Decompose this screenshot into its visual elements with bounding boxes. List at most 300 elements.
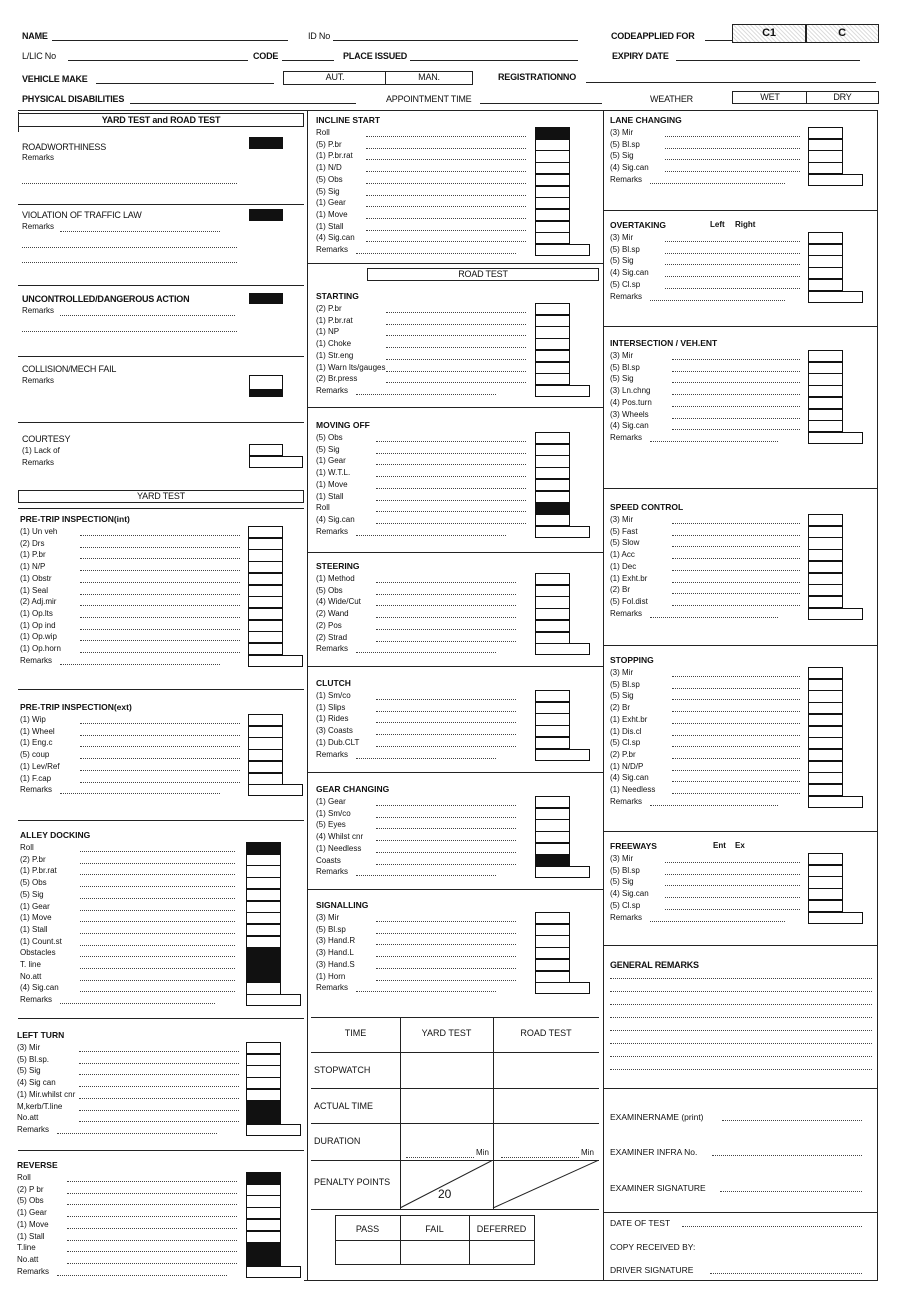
starting-leader — [386, 335, 526, 336]
vehicle-make-field[interactable] — [96, 83, 274, 84]
alley-score-box[interactable] — [246, 924, 281, 936]
stopping-leader — [672, 711, 800, 712]
reverse-score-box[interactable] — [246, 1172, 281, 1184]
stopping-item: (3) Mir — [610, 668, 634, 677]
pretrip-ext-total-box[interactable] — [248, 784, 303, 796]
pretrip-ext-leader — [80, 770, 240, 771]
steering-score-box[interactable] — [535, 585, 570, 597]
freeways-total-box[interactable] — [808, 912, 863, 924]
general-remarks-line[interactable] — [610, 991, 872, 992]
alley-leader — [80, 991, 235, 992]
lane-score-box[interactable] — [808, 162, 843, 174]
id-no-field[interactable] — [333, 40, 578, 41]
tt-row-2 — [311, 1088, 599, 1089]
gear-score-box[interactable] — [535, 855, 570, 867]
movingoff-score-box[interactable] — [535, 432, 570, 444]
section-rule — [308, 263, 603, 264]
pretrip-int-item: (2) Drs — [20, 538, 45, 548]
incline-item: (4) Sig.can — [316, 233, 355, 243]
incline-score-box[interactable] — [535, 139, 570, 151]
tt-row-1 — [311, 1052, 599, 1053]
gear-item: (1) Sm/co — [316, 808, 351, 818]
physical-disabilities-label: PHYSICAL DISABILITIES — [22, 94, 125, 104]
intersection-score-box[interactable] — [808, 420, 843, 432]
leftturn-score-box[interactable] — [246, 1077, 281, 1089]
signal-score-box[interactable] — [535, 959, 570, 971]
lane-score-box[interactable] — [808, 150, 843, 162]
movingoff-score-box[interactable] — [535, 479, 570, 491]
clutch-score-box[interactable] — [535, 725, 570, 737]
reverse-score-box[interactable] — [246, 1254, 281, 1266]
movingoff-score-box[interactable] — [535, 455, 570, 467]
general-remarks-line[interactable] — [610, 1056, 872, 1057]
general-remarks-line[interactable] — [610, 978, 872, 979]
pretrip-int-score-box[interactable] — [248, 526, 283, 538]
freeway-ent-label: Ent — [713, 841, 726, 850]
lane-leader — [665, 159, 800, 160]
steering-remarks: Remarks — [316, 644, 349, 654]
movingoff-item: (1) Gear — [316, 456, 346, 466]
pretrip-int-score-box[interactable] — [248, 538, 283, 550]
leftturn-score-box[interactable] — [246, 1089, 281, 1101]
alley-score-box[interactable] — [246, 854, 281, 866]
examiner-signature-field[interactable] — [720, 1191, 862, 1192]
speed-score-box[interactable] — [808, 537, 843, 549]
reverse-item: T.line — [17, 1243, 36, 1253]
code-c-text: C — [838, 27, 846, 39]
stopping-title: STOPPING — [610, 655, 654, 665]
moving-off-section — [316, 420, 601, 545]
incline-score-box[interactable] — [535, 197, 570, 209]
uncontrolled-remarks: Remarks — [22, 306, 55, 315]
date-of-test-field[interactable] — [682, 1226, 862, 1227]
speed-score-box[interactable] — [808, 549, 843, 561]
pretrip-int-score-box[interactable] — [248, 620, 283, 632]
clutch-score-box[interactable] — [535, 702, 570, 714]
alley-item: (1) Count.st — [20, 936, 62, 946]
intersection-title: INTERSECTION / VEH.ENT — [610, 338, 718, 348]
speed-score-box[interactable] — [808, 514, 843, 526]
freeways-score-box[interactable] — [808, 900, 843, 912]
freeways-leader — [665, 897, 800, 898]
stopping-score-box[interactable] — [808, 702, 843, 714]
pretrip-int-score-box[interactable] — [248, 549, 283, 561]
general-remarks-line[interactable] — [610, 1004, 872, 1005]
overtaking-leader — [665, 264, 800, 265]
leftturn-title: LEFT TURN — [17, 1030, 65, 1040]
starting-score-box[interactable] — [535, 373, 570, 385]
uncontrolled-dots-2 — [22, 331, 237, 332]
clutch-score-box[interactable] — [535, 737, 570, 749]
pretrip-ext-score-box[interactable] — [248, 761, 283, 773]
movingoff-remarks-dots — [356, 535, 506, 536]
speed-total-box[interactable] — [808, 608, 863, 620]
leftturn-leader — [79, 1121, 239, 1122]
incline-item: (5) Obs — [316, 174, 343, 184]
stopping-score-box[interactable] — [808, 784, 843, 796]
reverse-score-box[interactable] — [246, 1231, 281, 1243]
reverse-score-box[interactable] — [246, 1242, 281, 1254]
reverse-score-box[interactable] — [246, 1219, 281, 1231]
leftturn-leader — [79, 1098, 239, 1099]
general-remarks-line[interactable] — [610, 1017, 872, 1018]
courtesy-box[interactable] — [249, 444, 283, 456]
intersection-item: (5) Bl.sp — [610, 362, 640, 372]
steering-title: STEERING — [316, 561, 360, 571]
starting-score-box[interactable] — [535, 338, 570, 350]
incline-score-box[interactable] — [535, 127, 570, 139]
speed-score-box[interactable] — [808, 584, 843, 596]
stopping-score-box[interactable] — [808, 749, 843, 761]
steering-total-box[interactable] — [535, 643, 590, 655]
lane-score-box[interactable] — [808, 127, 843, 139]
code-applied-field[interactable] — [705, 40, 732, 41]
reverse-remarks: Remarks — [17, 1266, 50, 1276]
driver-signature-field[interactable] — [710, 1273, 862, 1274]
signal-score-box[interactable] — [535, 912, 570, 924]
physical-disabilities-field[interactable] — [130, 103, 356, 104]
stopping-score-box[interactable] — [808, 690, 843, 702]
speed-score-box[interactable] — [808, 596, 843, 608]
fail-checkbox[interactable] — [401, 1241, 468, 1263]
intersection-leader — [672, 394, 800, 395]
alley-score-box[interactable] — [246, 947, 281, 959]
pretrip-ext-score-box[interactable] — [248, 737, 283, 749]
right-border — [877, 110, 878, 1280]
freeways-score-box[interactable] — [808, 865, 843, 877]
speed-score-box[interactable] — [808, 526, 843, 538]
starting-score-box[interactable] — [535, 315, 570, 327]
leftturn-total-box[interactable] — [246, 1124, 301, 1136]
freeways-item: (5) Sig — [610, 877, 634, 887]
roadworthiness-box[interactable] — [249, 137, 283, 149]
movingoff-title: MOVING OFF — [316, 420, 370, 430]
intersection-total-box[interactable] — [808, 432, 863, 444]
freeways-score-box[interactable] — [808, 876, 843, 888]
starting-score-box[interactable] — [535, 326, 570, 338]
name-label: NAME — [22, 31, 48, 41]
stopping-remarks: Remarks — [610, 796, 643, 806]
stopping-leader — [672, 676, 800, 677]
incline-item: (1) Move — [316, 209, 348, 219]
section-rule — [308, 772, 603, 773]
movingoff-total-box[interactable] — [535, 526, 590, 538]
signal-score-box[interactable] — [535, 924, 570, 936]
alley-score-box[interactable] — [246, 877, 281, 889]
intersection-score-box[interactable] — [808, 397, 843, 409]
incline-score-box[interactable] — [535, 150, 570, 162]
leftturn-score-box[interactable] — [246, 1101, 281, 1113]
clutch-total-box[interactable] — [535, 749, 590, 761]
overtaking-score-box[interactable] — [808, 279, 843, 291]
section-rule — [18, 1150, 304, 1151]
steering-score-box[interactable] — [535, 632, 570, 644]
steering-score-box[interactable] — [535, 608, 570, 620]
alley-score-box[interactable] — [246, 982, 281, 994]
pretrip-int-score-box[interactable] — [248, 631, 283, 643]
steering-score-box[interactable] — [535, 573, 570, 585]
appointment-time-field[interactable] — [480, 103, 602, 104]
place-issued-label: PLACE ISSUED — [343, 51, 408, 61]
stopping-score-box[interactable] — [808, 667, 843, 679]
pretrip-ext-score-box[interactable] — [248, 749, 283, 761]
uncontrolled-box[interactable] — [249, 293, 283, 304]
freeways-section — [610, 841, 872, 931]
steering-leader — [376, 594, 516, 595]
stopping-item: (5) Bl.sp — [610, 679, 640, 689]
alley-score-box[interactable] — [246, 959, 281, 971]
pretrip-ext-score-box[interactable] — [248, 773, 283, 785]
starting-score-box[interactable] — [535, 362, 570, 374]
gear-total-box[interactable] — [535, 866, 590, 878]
incline-score-box[interactable] — [535, 232, 570, 244]
section-rule — [18, 508, 304, 509]
overtaking-leader — [665, 276, 800, 277]
reverse-score-box[interactable] — [246, 1184, 281, 1196]
intersection-score-box[interactable] — [808, 350, 843, 362]
code-field[interactable] — [282, 60, 334, 61]
pretrip-ext-title: PRE-TRIP INSPECTION(ext) — [20, 702, 132, 712]
starting-leader — [386, 359, 526, 360]
starting-total-box[interactable] — [535, 385, 590, 397]
alley-score-box[interactable] — [246, 901, 281, 913]
pretrip-int-total-box[interactable] — [248, 655, 303, 667]
stopping-total-box[interactable] — [808, 796, 863, 808]
alley-score-box[interactable] — [246, 912, 281, 924]
lane-total-box[interactable] — [808, 174, 863, 186]
alley-score-box[interactable] — [246, 889, 281, 901]
alley-item: Obstacles — [20, 948, 56, 958]
freeways-score-box[interactable] — [808, 853, 843, 865]
overtaking-left-label: Left — [710, 220, 725, 229]
stopping-leader — [672, 746, 800, 747]
general-remarks-line[interactable] — [610, 1043, 872, 1044]
overtaking-leader — [665, 241, 800, 242]
movingoff-score-box[interactable] — [535, 444, 570, 456]
violation-dots-2 — [22, 247, 237, 248]
alley-score-box[interactable] — [246, 865, 281, 877]
deferred-checkbox[interactable] — [470, 1241, 533, 1263]
stopping-score-box[interactable] — [808, 761, 843, 773]
pass-checkbox[interactable] — [336, 1241, 399, 1263]
stopping-score-box[interactable] — [808, 726, 843, 738]
rw-rule — [18, 204, 304, 205]
incline-score-box[interactable] — [535, 209, 570, 221]
stopping-item: (2) Br — [610, 703, 630, 713]
reverse-score-box[interactable] — [246, 1207, 281, 1219]
examiner-name-field[interactable] — [722, 1120, 862, 1121]
pretrip-int-score-box[interactable] — [248, 573, 283, 585]
intersection-score-box[interactable] — [808, 409, 843, 421]
movingoff-score-box[interactable] — [535, 502, 570, 514]
stopping-remarks-dots — [650, 805, 778, 806]
signal-leader — [376, 944, 516, 945]
incline-item: (5) P.br — [316, 139, 342, 149]
gear-score-box[interactable] — [535, 808, 570, 820]
courtesy-label: COURTESY — [22, 434, 71, 444]
collision-box[interactable] — [249, 375, 283, 397]
pretrip-ext-score-box[interactable] — [248, 714, 283, 726]
intersection-item: (3) Mir — [610, 351, 634, 360]
fail-label: FAIL — [425, 1224, 444, 1234]
overtaking-score-box[interactable] — [808, 255, 843, 267]
incline-leader — [366, 195, 526, 196]
alley-total-box[interactable] — [246, 994, 301, 1006]
steering-score-box[interactable] — [535, 620, 570, 632]
clutch-score-box[interactable] — [535, 713, 570, 725]
stopping-score-box[interactable] — [808, 679, 843, 691]
leftturn-score-box[interactable] — [246, 1042, 281, 1054]
signal-leader — [376, 933, 516, 934]
speed-leader — [672, 546, 800, 547]
overtaking-score-box[interactable] — [808, 244, 843, 256]
alley-leader — [80, 863, 235, 864]
pretrip-ext-score-box[interactable] — [248, 726, 283, 738]
gear-score-box[interactable] — [535, 831, 570, 843]
incline-score-box[interactable] — [535, 162, 570, 174]
signal-score-box[interactable] — [535, 971, 570, 983]
clutch-score-box[interactable] — [535, 690, 570, 702]
signal-item: (1) Horn — [316, 971, 346, 981]
stopping-score-box[interactable] — [808, 714, 843, 726]
stopping-item: (1) Needless — [610, 785, 656, 794]
pretrip-int-remarks-dots — [60, 664, 220, 665]
tt-row-3 — [311, 1123, 599, 1124]
section-rule — [604, 645, 877, 646]
gear-score-box[interactable] — [535, 796, 570, 808]
steering-leader — [376, 641, 516, 642]
overtaking-total-box[interactable] — [808, 291, 863, 303]
speed-score-box[interactable] — [808, 573, 843, 585]
steering-item: (5) Obs — [316, 585, 343, 595]
freeways-leader — [665, 874, 800, 875]
signalling-section — [316, 900, 601, 995]
pretrip-ext-leader — [80, 735, 240, 736]
alley-score-box[interactable] — [246, 936, 281, 948]
movingoff-item: (5) Sig — [316, 444, 340, 454]
registration-field[interactable] — [586, 82, 876, 83]
stopping-score-box[interactable] — [808, 737, 843, 749]
incline-leader — [366, 159, 526, 160]
gear-score-box[interactable] — [535, 819, 570, 831]
name-field[interactable] — [52, 40, 288, 41]
man-text: MAN. — [418, 72, 440, 82]
violation-box[interactable] — [249, 209, 283, 221]
movingoff-item: Roll — [316, 503, 330, 513]
lane-leader — [665, 171, 800, 172]
alley-item: (5) Sig — [20, 889, 44, 899]
llic-field[interactable] — [68, 60, 248, 61]
reverse-item: (5) Obs — [17, 1196, 44, 1206]
leftturn-score-box[interactable] — [246, 1054, 281, 1066]
stopping-score-box[interactable] — [808, 772, 843, 784]
gear-leader — [376, 828, 516, 829]
signal-score-box[interactable] — [535, 947, 570, 959]
signal-title: SIGNALLING — [316, 900, 369, 910]
movingoff-remarks: Remarks — [316, 526, 349, 536]
pretrip-int-score-box[interactable] — [248, 608, 283, 620]
alley-score-box[interactable] — [246, 842, 281, 854]
alley-score-box[interactable] — [246, 971, 281, 983]
incline-total-box[interactable] — [535, 244, 590, 256]
intersection-score-box[interactable] — [808, 373, 843, 385]
movingoff-score-box[interactable] — [535, 467, 570, 479]
intersection-score-box[interactable] — [808, 385, 843, 397]
pretrip-ext-item: (1) Wip — [20, 715, 46, 724]
stopping-leader — [672, 758, 800, 759]
starting-score-box[interactable] — [535, 350, 570, 362]
signal-item: (5) Bl.sp — [316, 924, 346, 934]
roadworthiness-dots — [22, 183, 237, 184]
intersection-leader — [672, 418, 800, 419]
leftturn-item: (3) Mir — [17, 1043, 41, 1052]
steering-score-box[interactable] — [535, 596, 570, 608]
reverse-score-box[interactable] — [246, 1195, 281, 1207]
alley-leader — [80, 933, 235, 934]
clutch-leader — [376, 711, 516, 712]
general-remarks-line[interactable] — [610, 1030, 872, 1031]
tt-actual: ACTUAL TIME — [314, 1101, 374, 1111]
alley-item: Roll — [20, 843, 34, 852]
stopping-leader — [672, 723, 800, 724]
signal-remarks-dots — [356, 991, 496, 992]
movingoff-score-box[interactable] — [535, 491, 570, 503]
leftturn-score-box[interactable] — [246, 1065, 281, 1077]
lane-score-box[interactable] — [808, 139, 843, 151]
overtaking-score-box[interactable] — [808, 232, 843, 244]
courtesy-total-box[interactable] — [249, 456, 303, 468]
leftturn-score-box[interactable] — [246, 1112, 281, 1124]
pretrip-int-score-box[interactable] — [248, 585, 283, 597]
expiry-field[interactable] — [676, 60, 860, 61]
leftturn-item: (5) Bl.sp. — [17, 1054, 50, 1064]
pretrip-ext-item: (1) F.cap — [20, 773, 52, 783]
alley-item: T. line — [20, 960, 41, 969]
freeways-score-box[interactable] — [808, 888, 843, 900]
starting-score-box[interactable] — [535, 303, 570, 315]
place-issued-field[interactable] — [410, 60, 578, 61]
overtaking-score-box[interactable] — [808, 267, 843, 279]
alley-remarks: Remarks — [20, 995, 53, 1005]
movingoff-score-box[interactable] — [535, 514, 570, 526]
reverse-total-box[interactable] — [246, 1266, 301, 1278]
gear-score-box[interactable] — [535, 843, 570, 855]
pretrip-int-score-box[interactable] — [248, 596, 283, 608]
bottom-rule — [304, 1280, 878, 1281]
examiner-infra-field[interactable] — [712, 1155, 862, 1156]
incline-item: (1) N/D — [316, 163, 342, 173]
incline-score-box[interactable] — [535, 186, 570, 198]
incline-score-box[interactable] — [535, 221, 570, 233]
signal-leader — [376, 956, 516, 957]
tt-min-1: Min — [476, 1148, 489, 1157]
speed-leader — [672, 605, 800, 606]
signal-score-box[interactable] — [535, 935, 570, 947]
general-remarks-label: GENERAL REMARKS — [610, 960, 699, 970]
alley-leader — [80, 898, 235, 899]
clutch-leader — [376, 699, 516, 700]
movingoff-item: (4) Sig.can — [316, 514, 355, 524]
pretrip-int-score-box[interactable] — [248, 643, 283, 655]
intersection-score-box[interactable] — [808, 362, 843, 374]
incline-score-box[interactable] — [535, 174, 570, 186]
signal-total-box[interactable] — [535, 982, 590, 994]
pretrip-int-score-box[interactable] — [248, 561, 283, 573]
reverse-item: (1) Move — [17, 1219, 49, 1229]
speed-score-box[interactable] — [808, 561, 843, 573]
clutch-remarks-dots — [356, 758, 496, 759]
general-remarks-line[interactable] — [610, 1069, 872, 1070]
